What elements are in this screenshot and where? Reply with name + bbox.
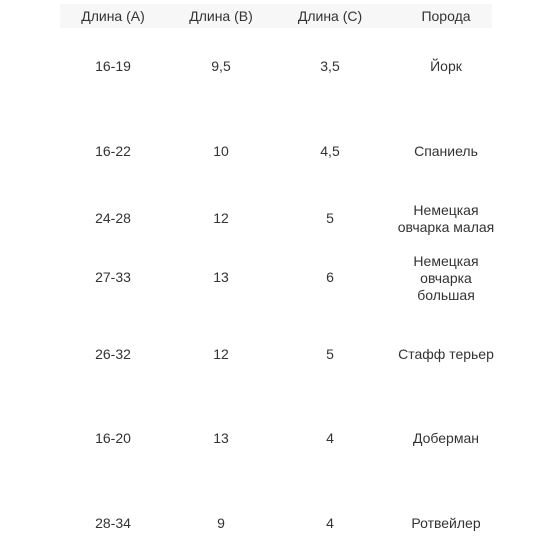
row-5-breed [378,346,514,363]
row-4-breed-line-1: Немецкая [413,253,479,269]
row-5-length-b: 12 [213,346,229,362]
row-1-length-a: 16-19 [95,58,131,74]
row-6-breed-line: Доберман [412,430,479,446]
row-3-length-c: 5 [326,210,334,226]
row-2-breed [378,143,514,160]
row-6-breed [378,430,514,447]
row-6-length-b: 13 [213,430,229,446]
row-3-breed [378,202,514,236]
header-breed: Порода [421,8,471,24]
row-4-breed-line-3: большая [417,287,475,303]
row-2-breed-line: Спаниель [414,143,478,159]
row-7-breed-line: Ротвейлер [411,515,481,531]
row-3-length-a: 24-28 [95,210,131,226]
row-1-length-b: 9,5 [211,58,231,74]
row-5-breed-line: Стафф терьер [398,346,494,362]
row-4-breed [378,253,514,304]
row-7-length-b: 9 [217,515,225,531]
row-4-length-c: 6 [326,269,334,285]
row-3-breed-line-1: Немецкая [413,202,479,218]
row-1-breed-line: Йорк [430,58,462,74]
row-4-length-b: 13 [213,269,229,285]
row-2-length-b: 10 [213,143,229,159]
row-2-length-a: 16-22 [95,143,131,159]
header-length-b: Длина (В) [189,8,253,24]
row-3-length-b: 12 [213,210,229,226]
row-6-length-c: 4 [326,430,334,446]
row-1-length-c: 3,5 [320,58,340,74]
row-2-length-c: 4,5 [320,143,340,159]
row-6-length-a: 16-20 [95,430,131,446]
header-length-a: Длина (А) [81,8,145,24]
header-length-c: Длина (С) [297,8,363,24]
row-1-breed [378,58,514,75]
row-3-breed-line-2: овчарка малая [397,219,495,235]
row-7-length-c: 4 [326,515,334,531]
row-4-breed-line-2: овчарка [420,270,472,286]
row-4-length-a: 27-33 [95,269,131,285]
row-7-breed [378,515,514,532]
row-5-length-a: 26-32 [95,346,131,362]
row-5-length-c: 5 [326,346,334,362]
row-7-length-a: 28-34 [95,515,131,531]
